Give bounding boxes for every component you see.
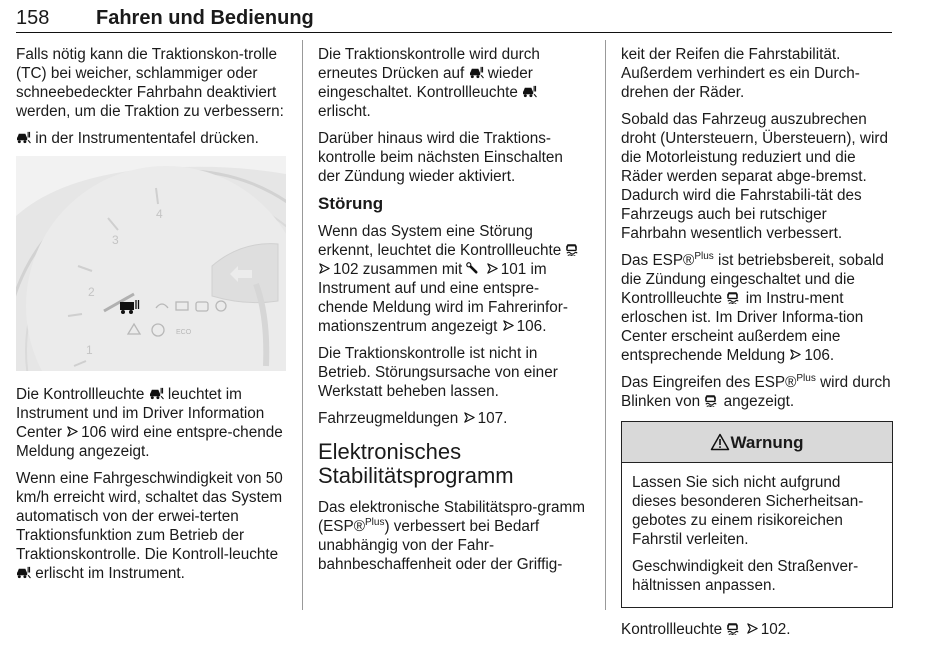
paragraph: Wenn eine Fahrgeschwindigkeit von 50 km/h erreicht wird, schaltet das System automatisch von der erwei-terten Traktionsfunktion zum Betrieb der Traktionskontrolle. Die Kontroll-leuchte erlischt im Instrument. bbox=[16, 470, 283, 582]
warning-triangle-icon bbox=[710, 433, 730, 451]
paragraph: Sobald das Fahrzeug auszubrechen droht (Untersteuern, Übersteuern), wird die Motorleistung reduziert und die Räder werden separat abge-bremst. Dadurch wird die Fahrstabili-tät des Fahrzeugs auch bei rutschiger Fahrbahn wesentlich verbessert. bbox=[621, 111, 888, 242]
paragraph: Falls nötig kann die Traktionskon-trolle (TC) bei weicher, schlammiger oder schneebedeckter Fahrbahn deaktiviert werden, um die Traktion zu verbessern: bbox=[16, 46, 284, 120]
page-reference-arrow-icon bbox=[502, 319, 517, 332]
warning-title: Warnung bbox=[730, 432, 804, 452]
column-divider bbox=[605, 40, 606, 610]
traction-control-off-icon bbox=[522, 85, 537, 98]
esp-icon bbox=[704, 394, 719, 407]
paragraph: Das ESP®$^{Plus}$ ist betriebsbereit, sobald die Zündung eingeschaltet und die Kontrollleuchte im Instru-ment erloschen ist. Im Driver Informa-tion Center erscheint außerdem eine entsprechende Meldung 106. bbox=[621, 250, 884, 364]
gauge-number: 3 bbox=[112, 233, 119, 247]
paragraph: Die Traktionskontrolle wird durch erneutes Drücken auf wieder eingeschaltet. Kontrollleuchte erlischt. bbox=[318, 46, 540, 120]
traction-control-off-icon bbox=[16, 131, 31, 144]
warning-box bbox=[621, 421, 893, 608]
paragraph: Lassen Sie sich nicht aufgrund dieses besonderen Sicherheitsan-gebotes zu einem risikoreichen Fahrstil verleiten. bbox=[632, 474, 864, 548]
page-reference-arrow-icon bbox=[318, 262, 333, 275]
esp-icon bbox=[726, 291, 741, 304]
paragraph: Die Kontrollleuchte leuchtet im Instrument und im Driver Information Center 106 wird eine entspre-chende Meldung angezeigt. bbox=[16, 386, 283, 460]
eco-indicator-label: ECO bbox=[176, 329, 192, 336]
paragraph: Geschwindigkeit den Straßenver-hältnissen anpassen. bbox=[632, 558, 859, 594]
paragraph: Fahrzeugmeldungen 107. bbox=[318, 410, 508, 427]
page-header bbox=[16, 6, 892, 33]
page-reference-arrow-icon bbox=[789, 348, 804, 361]
paragraph: Das elektronische Stabilitätspro-gramm (ESP®$^{Plus}$) verbessert bei Bedarf unabhängig von der Fahr-bahnbeschaffenheit oder der Griffig- bbox=[318, 499, 585, 573]
gauge-number: 1 bbox=[86, 343, 93, 357]
column-left bbox=[16, 45, 286, 591]
gauge-number: 2 bbox=[88, 285, 95, 299]
page-reference-arrow-icon bbox=[463, 411, 478, 424]
traction-control-off-icon bbox=[469, 66, 484, 79]
traction-control-off-icon bbox=[149, 387, 164, 400]
instrument-cluster-figure bbox=[16, 156, 286, 371]
paragraph: Das Eingreifen des ESP®$^{Plus}$ wird durch Blinken von angezeigt. bbox=[621, 372, 891, 410]
traction-control-off-icon bbox=[16, 566, 31, 579]
gauge-number: 4 bbox=[156, 207, 163, 221]
page-reference-arrow-icon bbox=[746, 622, 761, 635]
column-middle bbox=[318, 45, 588, 582]
wrench-icon bbox=[466, 262, 481, 275]
esp-icon bbox=[565, 243, 580, 256]
section-title: Fahren und Bedienung bbox=[96, 7, 314, 29]
paragraph: Darüber hinaus wird die Traktions-kontrolle beim nächsten Einschalten der Zündung wieder aktiviert. bbox=[318, 130, 563, 185]
page-number: 158 bbox=[16, 7, 50, 29]
page-reference-arrow-icon bbox=[486, 262, 501, 275]
paragraph: Die Traktionskontrolle ist nicht in Betrieb. Störungsursache von einer Werkstatt beheben lassen. bbox=[318, 345, 558, 400]
paragraph: Wenn das System eine Störung erkennt, leuchtet die Kontrollleuchte 102 zusammen mit 101 im Instrument auf und eine entspre-chende Meldung wird im Fahrerinfor-mationszentrum angezeigt 106. bbox=[318, 222, 588, 336]
warning-header bbox=[622, 422, 892, 463]
paragraph: Kontrollleuchte 102. bbox=[621, 621, 791, 638]
paragraph: keit der Reifen die Fahrstabilität. Außerdem verhindert es ein Durch-drehen der Räder. bbox=[621, 46, 860, 101]
esp-icon bbox=[726, 622, 741, 635]
column-divider bbox=[302, 40, 303, 610]
subheading: Störung bbox=[318, 194, 384, 213]
paragraph: in der Instrumententafel drücken. bbox=[16, 129, 286, 148]
page-reference-arrow-icon bbox=[66, 425, 81, 438]
section-heading: Elektronisches Stabilitätsprogramm bbox=[318, 439, 514, 488]
column-right bbox=[621, 45, 893, 647]
warning-body bbox=[622, 463, 892, 607]
